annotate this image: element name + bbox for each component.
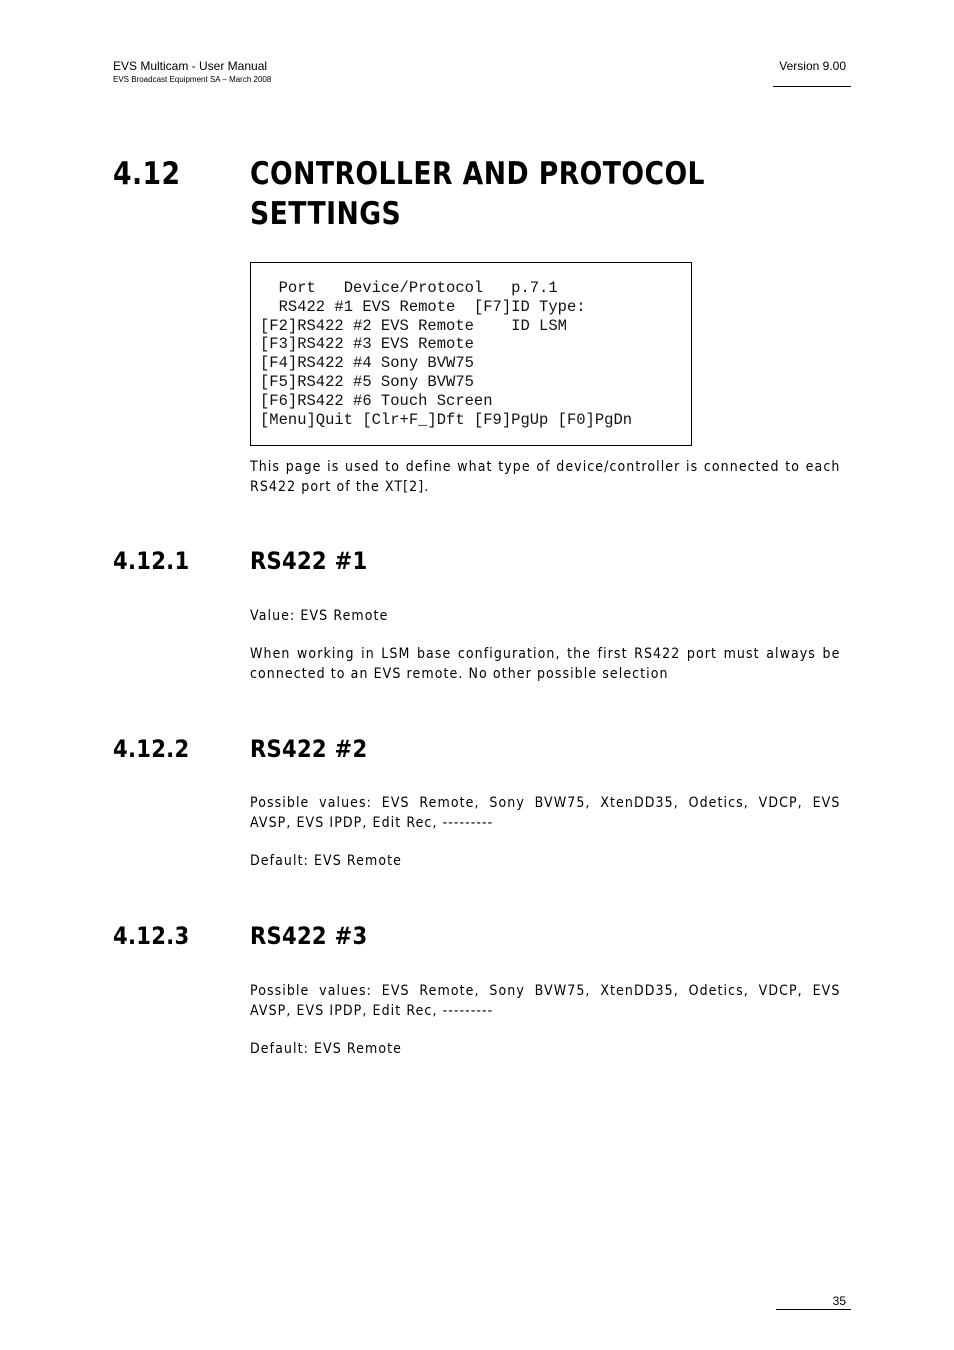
screen-line: [F4]RS422 #4 Sony BVW75 [260,354,474,373]
rs422-2-default: Default: EVS Remote [250,853,403,869]
header-divider [773,86,851,87]
screen-line: Port Device/Protocol p.7.1 [260,279,558,297]
rs422-3-default: Default: EVS Remote [250,1041,403,1057]
subsection-number: 4.12.1 [113,547,190,575]
subsection-number: 4.12.2 [113,735,190,763]
screen-line: [F3]RS422 #3 EVS Remote [260,335,474,354]
screen-line: [F5]RS422 #5 Sony BVW75 [260,372,474,391]
document-version: Version 9.00 [779,59,846,73]
screen-line: RS422 #1 EVS Remote [F7]ID Type: [260,297,586,316]
footer-divider [776,1309,851,1310]
section-number: 4.12 [113,156,181,192]
subsection-number: 4.12.3 [113,922,190,950]
document-title: EVS Multicam - User Manual [113,59,268,73]
screen-line: [F6]RS422 #6 Touch Screen [260,391,493,410]
subsection-title: RS422 #1 [250,547,368,575]
rs422-3-possible-values: Possible values: EVS Remote, Sony BVW75, XtenDD35, Odetics, VDCP, EVS AVSP, EVS IPDP, Edit Rec, --------- [250,983,841,1019]
screen-line: [F2]RS422 #2 EVS Remote ID LSM [260,316,567,335]
screen-line: [Menu]Quit [Clr+F_]Dft [F9]PgUp [F0]PgDn [260,410,633,429]
protocol-screen-box [250,262,692,446]
document-subtitle: EVS Broadcast Equipment SA – March 2008 [113,75,272,84]
subsection-title: RS422 #3 [250,922,368,950]
subsection-title: RS422 #2 [250,735,368,763]
page-number: 35 [832,1294,846,1308]
rs422-1-description: When working in LSM base configuration, the first RS422 port must always be connected to an EVS remote. No other possible selection [250,646,841,682]
rs422-1-value: Value: EVS Remote [250,608,389,624]
rs422-2-possible-values: Possible values: EVS Remote, Sony BVW75, XtenDD35, Odetics, VDCP, EVS AVSP, EVS IPDP, Edit Rec, --------- [250,795,841,831]
intro-paragraph: This page is used to define what type of device/controller is connected to each RS422 port of the XT[2]. [250,459,841,495]
section-title: CONTROLLER AND PROTOCOL SETTINGS [250,156,705,232]
